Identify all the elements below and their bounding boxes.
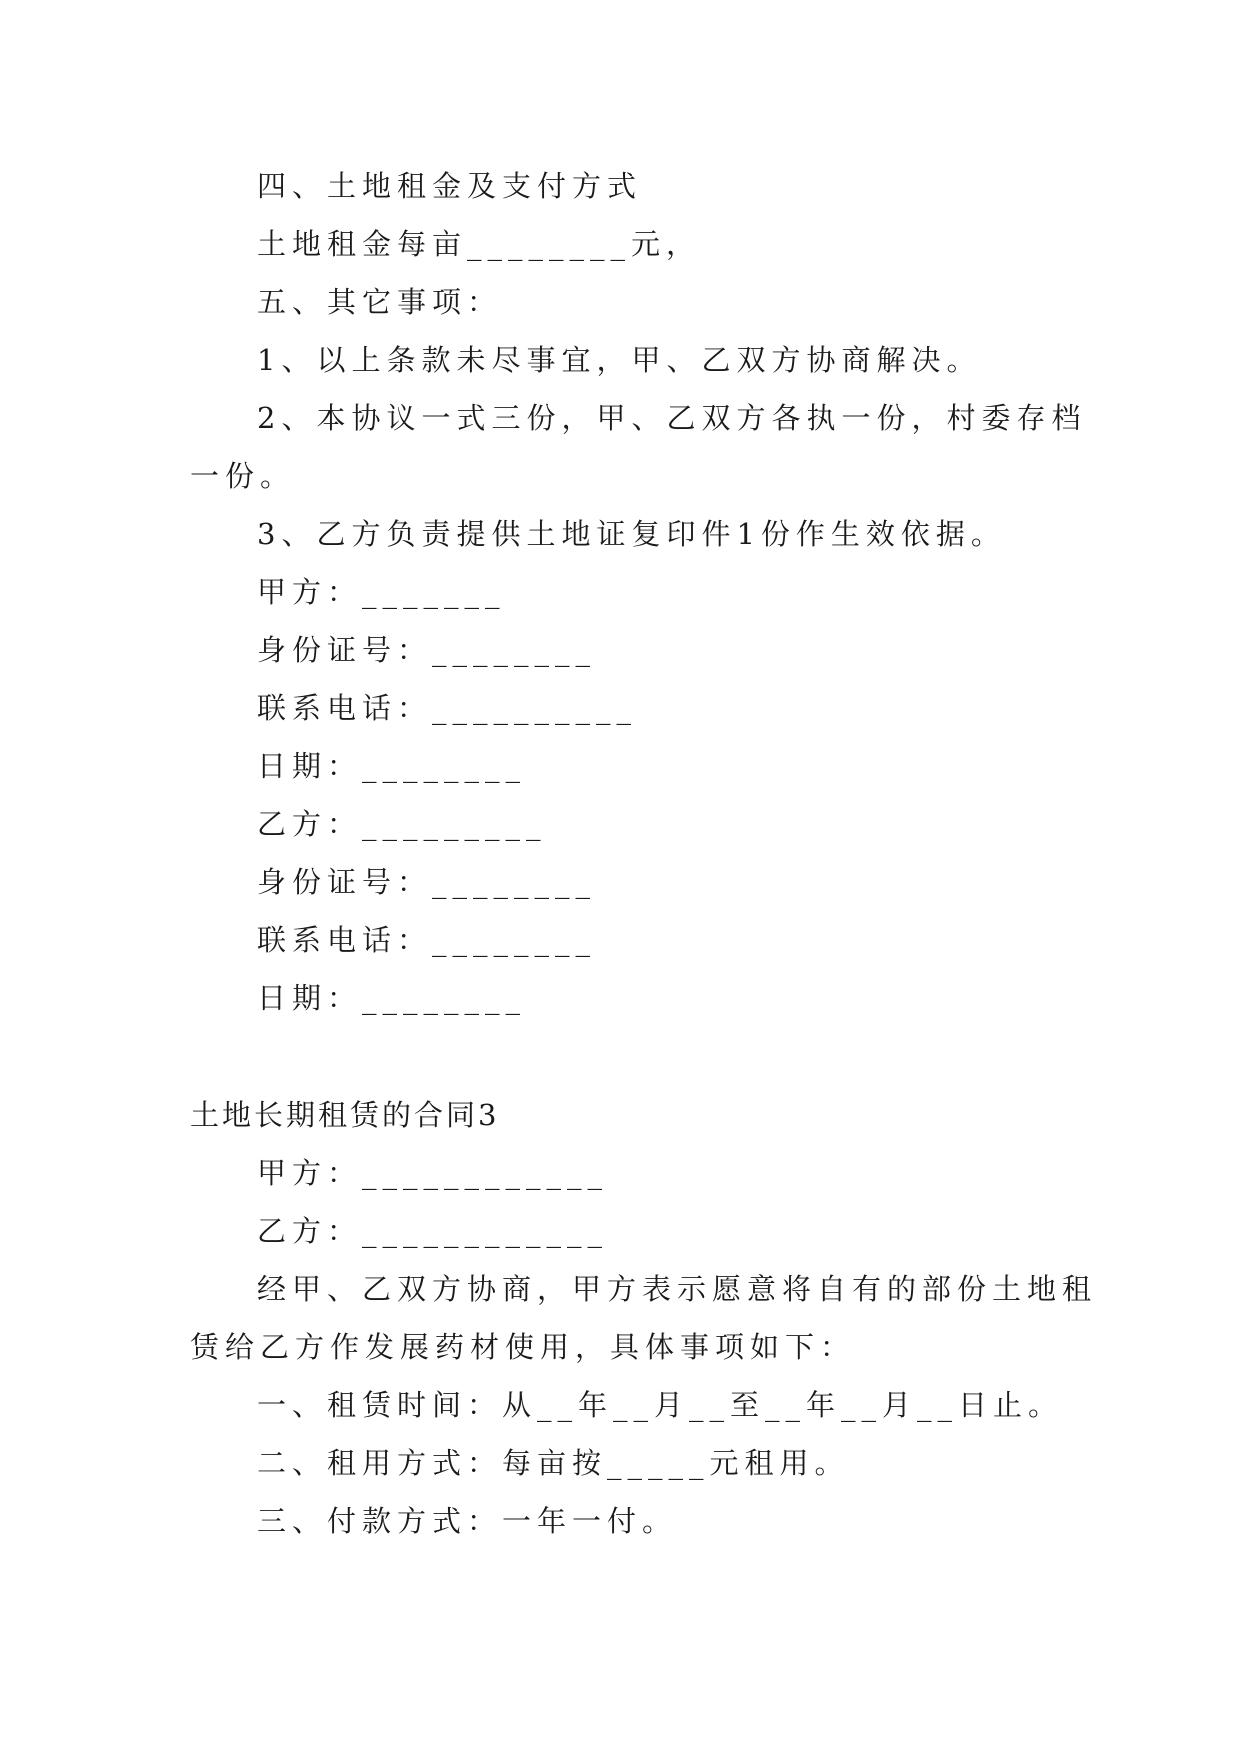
party-b-signature: 乙方：_________ xyxy=(257,807,547,841)
contract-3-party-a: 甲方：____________ xyxy=(257,1156,609,1190)
contract-3-payment-method: 三、付款方式：一年一付。 xyxy=(257,1504,678,1538)
party-b-id-number: 身份证号：________ xyxy=(257,865,597,899)
party-a-date: 日期：________ xyxy=(257,749,527,783)
contract-3-intro-line-2: 赁给乙方作发展药材使用，具体事项如下： xyxy=(190,1330,856,1364)
rent-amount-line: 土地租金每亩________元， xyxy=(257,227,702,261)
party-b-date: 日期：________ xyxy=(257,981,527,1015)
party-a-id-number: 身份证号：________ xyxy=(257,633,597,667)
other-item-2-line-2: 一份。 xyxy=(190,459,296,493)
contract-3-title: 土地长期租赁的合同3 xyxy=(190,1098,500,1132)
contract-3-intro-line-1: 经甲、乙双方协商，甲方表示愿意将自有的部份土地租 xyxy=(257,1272,1098,1306)
contract-3-party-b: 乙方：____________ xyxy=(257,1214,609,1248)
party-a-phone: 联系电话：__________ xyxy=(257,691,638,725)
party-a-signature: 甲方：_______ xyxy=(257,575,506,609)
contract-3-lease-method: 二、租用方式：每亩按_____元租用。 xyxy=(257,1446,850,1480)
other-item-2-line-1: 2、本协议一式三份，甲、乙双方各执一份，村委存档 xyxy=(257,401,1087,435)
party-b-phone: 联系电话：________ xyxy=(257,923,597,957)
heading-other-matters: 五、其它事项： xyxy=(257,285,503,319)
contract-3-lease-term: 一、租赁时间：从__年__月__至__年__月__日止。 xyxy=(257,1388,1064,1422)
heading-rent-payment: 四、土地租金及支付方式 xyxy=(257,169,643,203)
other-item-1: 1、以上条款未尽事宜，甲、乙双方协商解决。 xyxy=(257,343,982,377)
other-item-3: 3、乙方负责提供土地证复印件1份作生效依据。 xyxy=(257,517,1006,551)
